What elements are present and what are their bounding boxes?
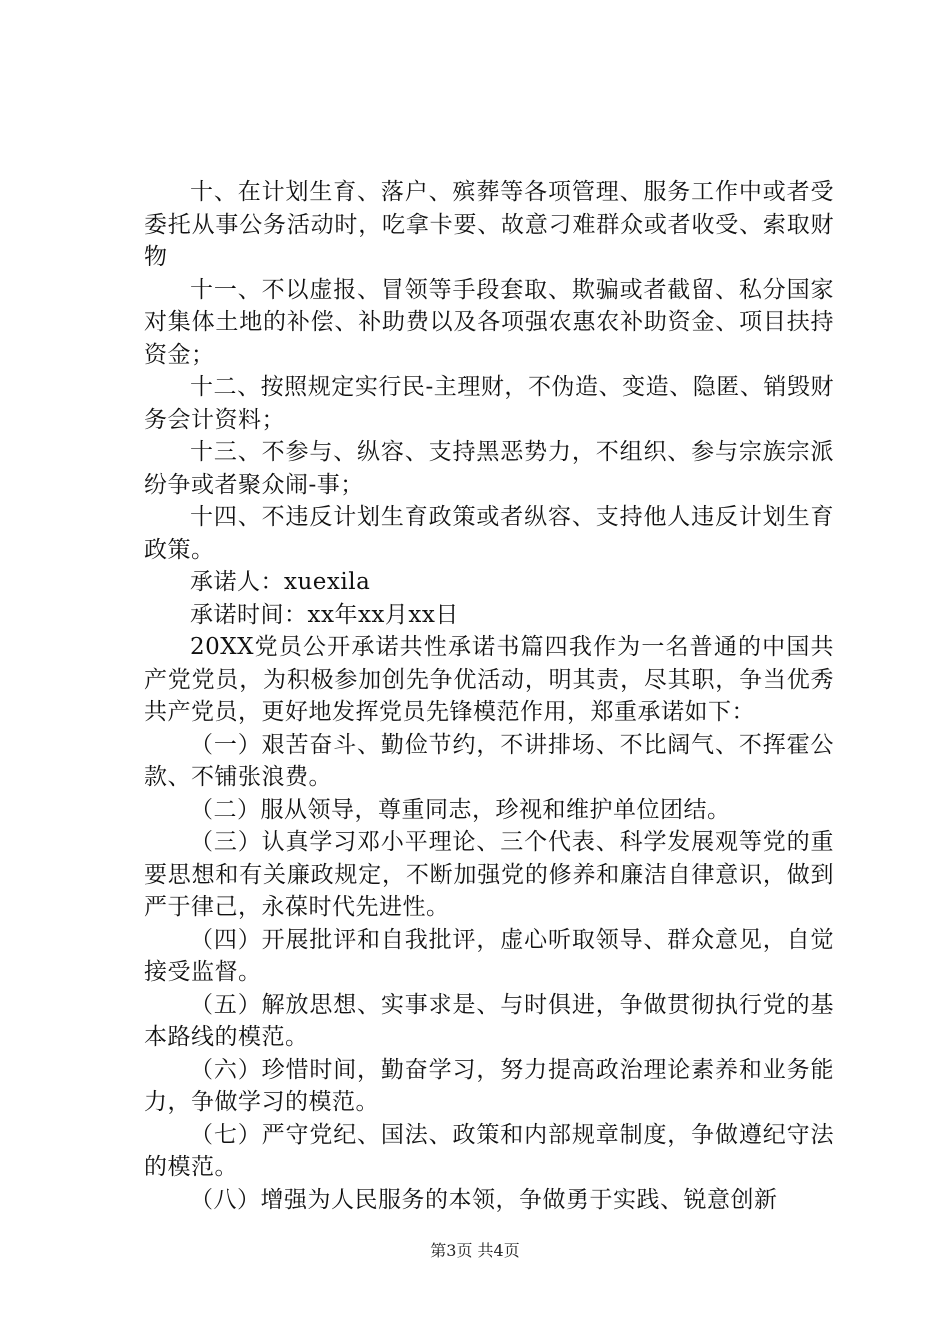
- pledge-item-3: （三）认真学习邓小平理论、三个代表、科学发展观等党的重要思想和有关廉政规定，不断加强党的修养和廉洁自律意识，做到严于律己，永葆时代先进性。: [144, 829, 834, 920]
- pledge-item-5: （五）解放思想、实事求是、与时俱进，争做贯彻执行党的基本路线的模范。: [144, 991, 834, 1050]
- commitment-date-line: 承诺时间：xx年xx月xx日: [190, 601, 459, 628]
- paragraph-item-11: 十一、不以虚报、冒领等手段套取、欺骗或者截留、私分国家对集体土地的补偿、补助费以及各项强农惠农补助资金、项目扶持资金；: [144, 276, 834, 368]
- paragraph-item-14: 十四、不违反计划生育政策或者纵容、支持他人违反计划生育政策。: [144, 504, 834, 563]
- pledge-item-4: （四）开展批评和自我批评，虚心听取领导、群众意见，自觉接受监督。: [144, 926, 834, 985]
- pledge-item-1: （一）艰苦奋斗、勤俭节约，不讲排场、不比阔气、不挥霍公款、不铺张浪费。: [144, 731, 834, 790]
- document-body: [144, 176, 834, 1216]
- signatory-line: 承诺人：xuexila: [190, 569, 371, 595]
- pledge-item-8: （八）增强为人民服务的本领，争做勇于实践、锐意创新: [190, 1186, 778, 1213]
- pledge-item-6: （六）珍惜时间，勤奋学习，努力提高政治理论素养和业务能力，争做学习的模范。: [144, 1056, 834, 1115]
- pledge-item-2: （二）服从领导，尊重同志，珍视和维护单位团结。: [190, 796, 731, 823]
- paragraph-item-10: 十、在计划生育、落户、殡葬等各项管理、服务工作中或者受委托从事公务活动时，吃拿卡要、故意刁难群众或者收受、索取财物: [144, 179, 834, 270]
- paragraph-item-13: 十三、不参与、纵容、支持黑恶势力，不组织、参与宗族宗派纷争或者聚众闹-事；: [144, 439, 834, 498]
- pledge-item-7: （七）严守党纪、国法、政策和内部规章制度，争做遵纪守法的模范。: [144, 1121, 834, 1180]
- paragraph-item-12: 十二、按照规定实行民-主理财，不伪造、变造、隐匿、销毁财务会计资料；: [144, 374, 834, 433]
- pledge-intro-paragraph: 20XX党员公开承诺共性承诺书篇四我作为一名普通的中国共产党党员，为积极参加创先争优活动，明其责，尽其职，争当优秀共产党员，更好地发挥党员先锋模范作用，郑重承诺如下：: [144, 634, 834, 725]
- page-number-footer: 第3页 共4页: [430, 1241, 520, 1260]
